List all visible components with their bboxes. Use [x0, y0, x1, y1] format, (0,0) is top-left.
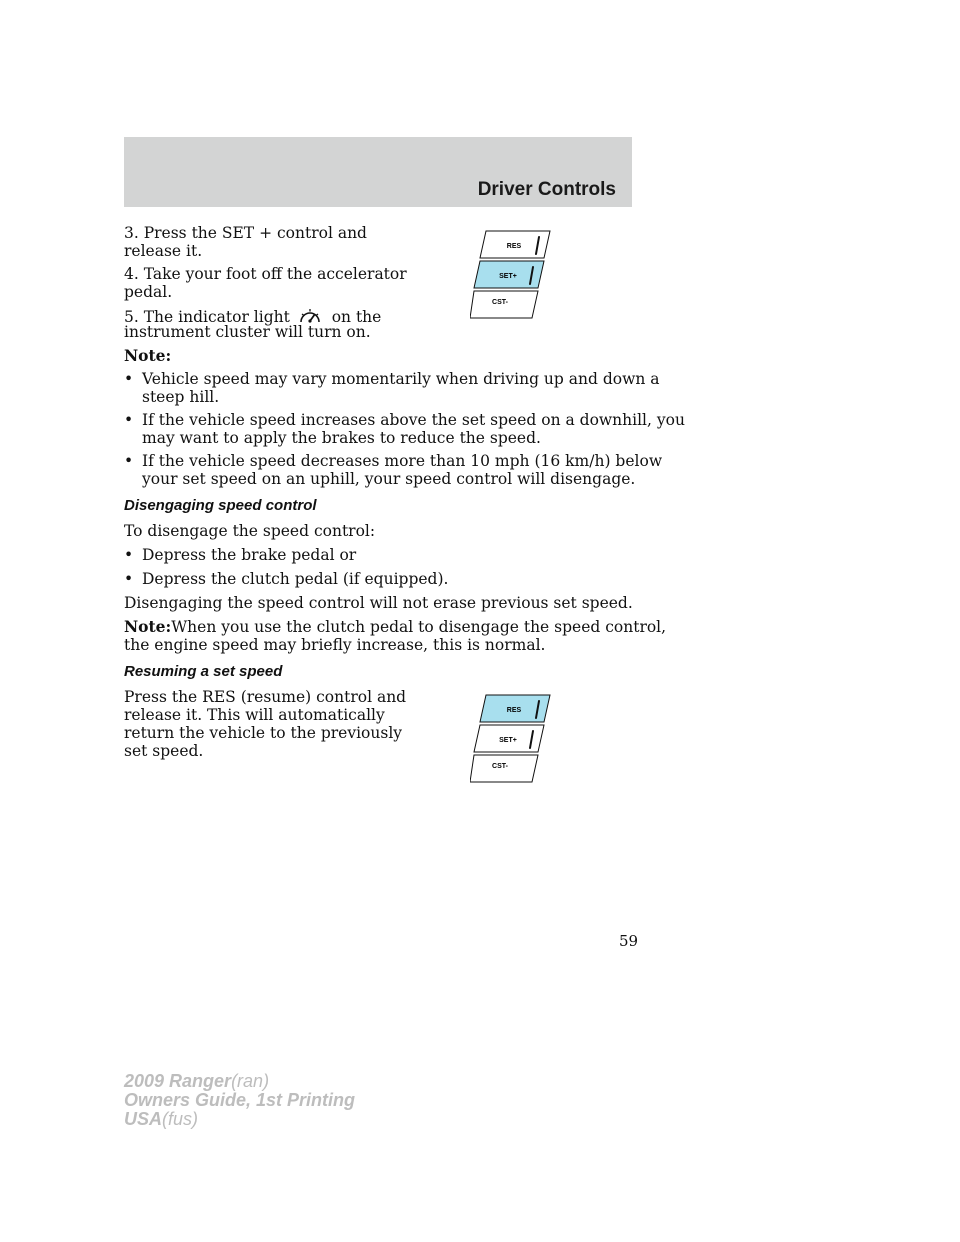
resume-line4: set speed. [124, 742, 204, 760]
switch-label-cst: CST- [492, 763, 508, 770]
note-bullet-3-line2: your set speed on an uphill, your speed control will disengage. [142, 470, 636, 488]
section-heading-disengaging: Disengaging speed control [124, 497, 317, 514]
note-bullet-2-line1: If the vehicle speed increases above the set speed on a downhill, you [142, 411, 685, 429]
step3-line1: 3. Press the SET + control and [124, 224, 367, 242]
disengage-note-label: Note: [124, 617, 172, 636]
switch-label-cst: CST- [492, 299, 508, 306]
footer-model: 2009 Ranger [124, 1071, 232, 1091]
note-bullet-1-line2: steep hill. [142, 388, 220, 406]
note-heading: Note: [124, 346, 172, 365]
footer-market-code: (fus) [162, 1109, 199, 1129]
disengage-bullet-2: Depress the clutch pedal (if equipped). [142, 570, 449, 588]
step5-pre: 5. The indicator light [124, 308, 290, 326]
note-bullet-1-line1: Vehicle speed may vary momentarily when driving up and down a [142, 370, 660, 388]
step4-line1: 4. Take your foot off the accelerator [124, 265, 407, 283]
step4-line2: pedal. [124, 283, 173, 301]
section-heading-resuming: Resuming a set speed [124, 663, 283, 680]
switch-label-res: RES [506, 707, 522, 714]
disengage-after: Disengaging the speed control will not erase previous set speed. [124, 594, 633, 612]
disengage-note-line1 [124, 618, 666, 636]
step5-line2: instrument cluster will turn on. [124, 323, 371, 341]
disengage-note-text: When you use the clutch pedal to disengage the speed control, [171, 618, 667, 636]
footer-imprint [124, 1072, 355, 1129]
switch-label-set: SET+ [499, 273, 517, 280]
page-number: 59 [619, 932, 639, 950]
step3-line2: release it. [124, 242, 203, 260]
page-header-band [124, 137, 632, 207]
footer-model-code: (ran) [231, 1071, 270, 1091]
switch-label-set: SET+ [499, 737, 517, 744]
speed-control-switch-set-highlighted [470, 228, 554, 320]
disengage-bullet-1: Depress the brake pedal or [142, 546, 357, 564]
disengage-intro: To disengage the speed control: [124, 522, 376, 540]
switch-label-res: RES [506, 243, 522, 250]
speed-control-switch-res-highlighted [470, 692, 554, 784]
footer-line1 [124, 1072, 355, 1091]
section-title: Driver Controls [477, 179, 616, 200]
resume-line2: release it. This will automatically [124, 706, 385, 724]
note-bullet-3-line1: If the vehicle speed decreases more than 10 mph (16 km/h) below [142, 452, 663, 470]
footer-line2: Owners Guide, 1st Printing [124, 1090, 356, 1110]
resume-line3: return the vehicle to the previously [124, 724, 403, 742]
note-bullet-2-line2: may want to apply the brakes to reduce the speed. [142, 429, 541, 447]
footer-line3 [124, 1110, 355, 1129]
resume-line1: Press the RES (resume) control and [124, 688, 407, 706]
disengage-note-line2: the engine speed may briefly increase, this is normal. [124, 636, 546, 654]
footer-market: USA [124, 1109, 163, 1129]
step5-post: on the [331, 308, 382, 326]
